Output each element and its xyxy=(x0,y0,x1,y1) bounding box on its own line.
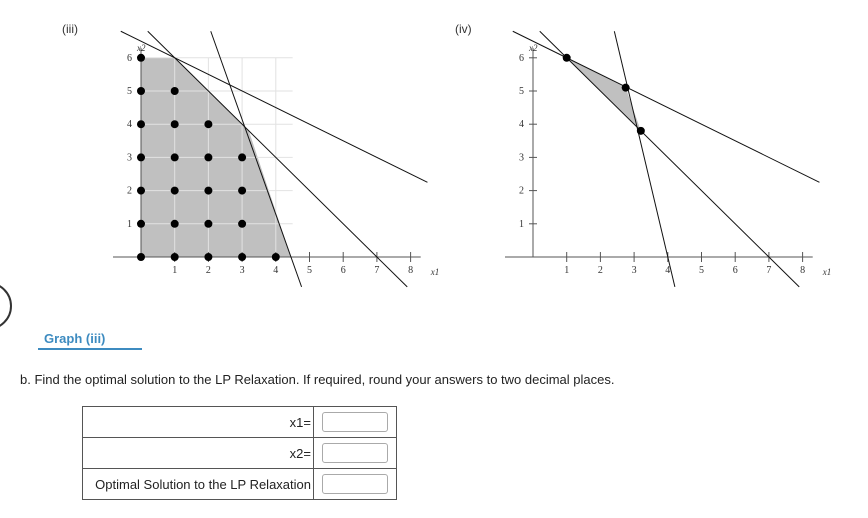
answer-table xyxy=(82,406,397,500)
x-tick-label: 8 xyxy=(408,265,414,276)
y-tick-label: 1 xyxy=(519,218,524,230)
constraint-line xyxy=(540,31,799,287)
y-tick-label: 1 xyxy=(127,218,132,230)
answer-row-optimal xyxy=(83,469,397,500)
x-tick-label: 7 xyxy=(766,265,772,276)
x-tick-label: 3 xyxy=(631,265,637,276)
x-tick-label: 2 xyxy=(205,265,211,276)
optimal-solution-input[interactable] xyxy=(322,474,388,494)
graph-link-underline xyxy=(38,348,142,350)
vertex-point xyxy=(637,127,645,135)
x-tick-label: 3 xyxy=(239,265,245,276)
y-tick-label: 4 xyxy=(127,119,132,131)
x2-label: x2= xyxy=(83,438,314,469)
constraint-line xyxy=(614,31,675,287)
y-tick-label: 2 xyxy=(519,185,524,197)
x-tick-label: 1 xyxy=(564,265,570,276)
x1-label: x1= xyxy=(83,407,314,438)
y-axis-label: x2 xyxy=(137,43,146,54)
x-tick-label: 8 xyxy=(800,265,806,276)
x-tick-label: 4 xyxy=(665,265,671,276)
y-tick-label: 3 xyxy=(127,152,132,164)
y-tick-label: 6 xyxy=(127,52,132,64)
x-tick-label: 5 xyxy=(307,265,312,276)
answer-row-x2 xyxy=(83,438,397,469)
x1-input[interactable] xyxy=(322,412,388,432)
x-tick-label: 6 xyxy=(732,265,738,276)
y-tick-label: 5 xyxy=(127,86,132,97)
y-axis-label: x2 xyxy=(529,43,538,54)
question-text: b. Find the optimal solution to the LP Relaxation. If required, round your answers to two decimal places. xyxy=(20,372,615,387)
y-tick-label: 4 xyxy=(519,119,524,131)
vertex-point xyxy=(622,84,630,92)
answer-row-x1 xyxy=(83,407,397,438)
vertex-point xyxy=(563,54,571,62)
graph-iii-link[interactable]: Graph (iii) xyxy=(44,331,106,346)
x-axis-label: x1 xyxy=(822,267,832,277)
y-tick-label: 2 xyxy=(127,185,132,197)
y-tick-label: 6 xyxy=(519,52,524,64)
x-tick-label: 5 xyxy=(699,265,704,276)
x2-input[interactable] xyxy=(322,443,388,463)
x-tick-label: 7 xyxy=(374,265,380,276)
x-axis-label: x1 xyxy=(430,267,440,277)
x-tick-label: 1 xyxy=(172,265,178,276)
graph-iv-label: (iv) xyxy=(455,22,472,36)
x-tick-label: 4 xyxy=(273,265,279,276)
optimal-solution-label: Optimal Solution to the LP Relaxation xyxy=(83,469,314,500)
y-tick-label: 3 xyxy=(519,152,524,164)
x-tick-label: 6 xyxy=(340,265,346,276)
x-tick-label: 2 xyxy=(597,265,603,276)
constraint-line xyxy=(513,31,820,182)
graph-iii-label: (iii) xyxy=(62,22,78,36)
y-tick-label: 5 xyxy=(519,86,524,97)
